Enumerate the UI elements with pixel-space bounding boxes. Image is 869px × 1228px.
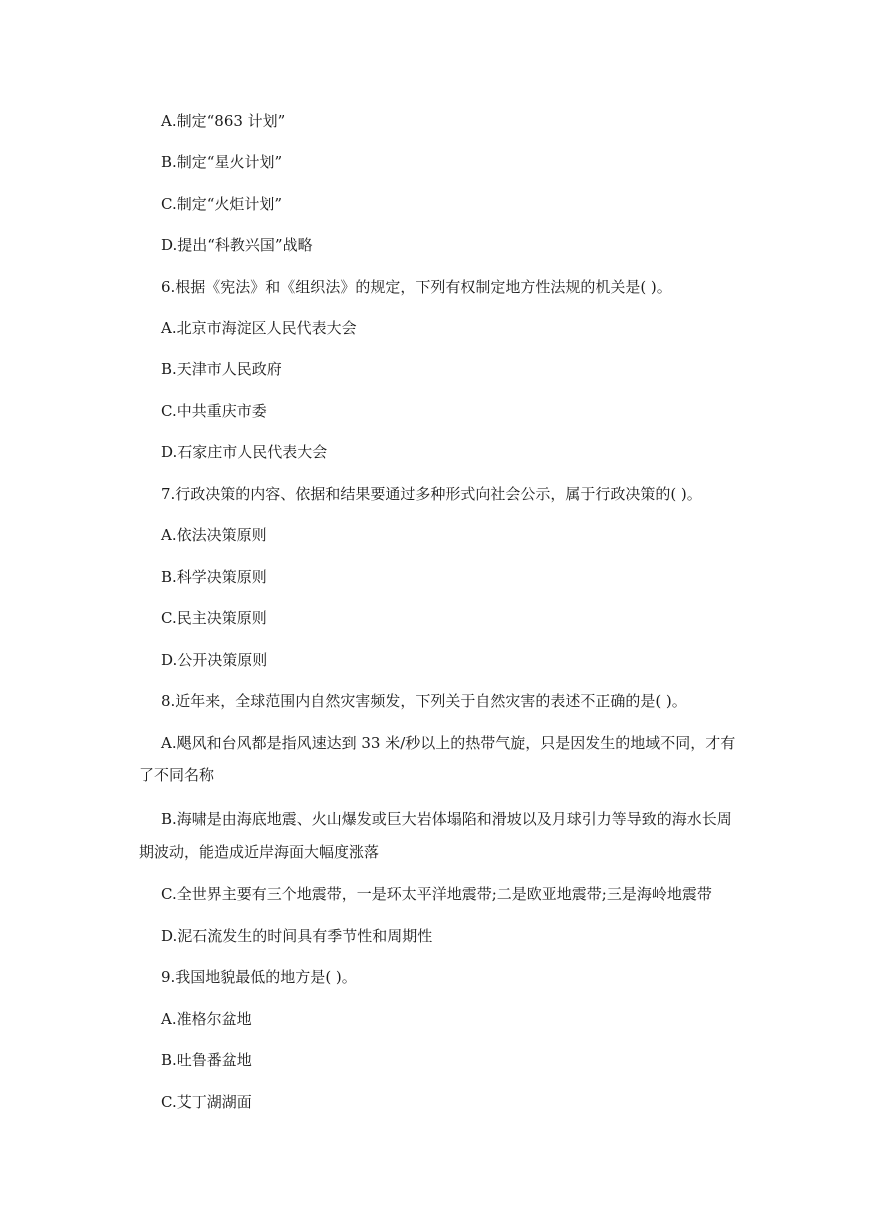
- question-line: 7.行政决策的内容、依据和结果要通过多种形式向社会公示，属于行政决策的( )。: [161, 485, 702, 503]
- option-line: D.石家庄市人民代表大会: [161, 443, 328, 461]
- question-line: 8.近年来，全球范围内自然灾害频发，下列关于自然灾害的表述不正确的是( )。: [161, 692, 687, 710]
- option-continuation-line: 期波动，能造成近岸海面大幅度涨落: [139, 843, 380, 861]
- option-line: B.吐鲁番盆地: [161, 1051, 252, 1069]
- question-line: 9.我国地貌最低的地方是( )。: [161, 968, 357, 986]
- option-line: D.提出“科教兴国”战略: [161, 236, 313, 254]
- option-line: A.准格尔盆地: [161, 1010, 252, 1028]
- option-line: A.依法决策原则: [161, 526, 267, 544]
- option-line: B.天津市人民政府: [161, 360, 282, 378]
- option-line: B.制定“星火计划”: [161, 153, 283, 171]
- option-line: C.中共重庆市委: [161, 402, 267, 420]
- option-line: C.艾丁湖湖面: [161, 1093, 252, 1111]
- option-line: D.公开决策原则: [161, 651, 268, 669]
- option-line: B.海啸是由海底地震、火山爆发或巨大岩体塌陷和滑坡以及月球引力等导致的海水长周: [161, 810, 732, 828]
- option-line: D.泥石流发生的时间具有季节性和周期性: [161, 927, 433, 945]
- option-line: A.制定“863 计划”: [161, 112, 286, 130]
- option-line: A.飓风和台风都是指风速达到 33 米/秒以上的热带气旋，只是因发生的地域不同，才有: [161, 734, 736, 752]
- question-line: 6.根据《宪法》和《组织法》的规定，下列有权制定地方性法规的机关是( )。: [161, 278, 672, 296]
- option-line: C.制定“火炬计划”: [161, 195, 283, 213]
- option-line: B.科学决策原则: [161, 568, 267, 586]
- option-line: A.北京市海淀区人民代表大会: [161, 319, 357, 337]
- option-line: C.民主决策原则: [161, 609, 267, 627]
- option-continuation-line: 了不同名称: [139, 766, 215, 784]
- option-line: C.全世界主要有三个地震带，一是环太平洋地震带;二是欧亚地震带;三是海岭地震带: [161, 885, 712, 903]
